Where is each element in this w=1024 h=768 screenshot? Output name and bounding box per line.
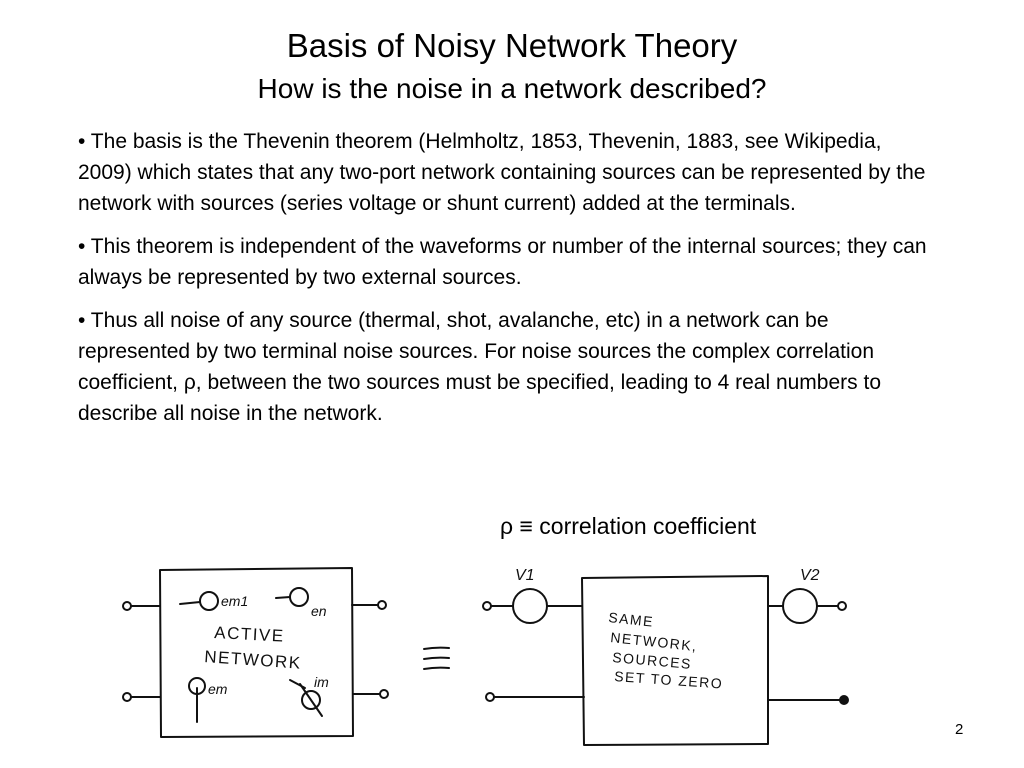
left-terminal-top-out bbox=[378, 601, 386, 609]
right-terminal-top-in bbox=[483, 602, 491, 610]
left-terminal-bottom-in bbox=[123, 693, 131, 701]
bullet-thevenin: • The basis is the Thevenin theorem (Helmholtz, 1853, Thevenin, 1883, see Wikipedia, 2009) which states that any two-port network containing sources can be represented by the network with sources (series voltage or shunt current) added at the terminals. bbox=[78, 130, 926, 215]
bullet-list bbox=[78, 126, 938, 441]
rho-definition: ρ ≡ correlation coefficient bbox=[500, 513, 757, 539]
internal-source-em1 bbox=[200, 592, 218, 610]
bullet-noise-sources: • Thus all noise of any source (thermal, shot, avalanche, etc) in a network can be represented by two terminal noise sources. For noise sources the complex correlation coefficient, ρ, between the two sources must be specified, leading to 4 real numbers to describe all noise in the network. bbox=[78, 309, 882, 425]
label-em: em bbox=[208, 681, 228, 697]
label-em1: em1 bbox=[221, 593, 249, 609]
equivalence-line-2 bbox=[424, 658, 449, 659]
right-terminal-bottom-in bbox=[486, 693, 494, 701]
slide-number: 2 bbox=[955, 721, 964, 738]
right-terminal-top-out bbox=[838, 602, 846, 610]
left-terminal-top-in bbox=[123, 602, 131, 610]
internal-source-en bbox=[290, 588, 308, 606]
equivalent-network-line4: SET TO ZERO bbox=[613, 668, 724, 692]
active-network-line2: NETWORK bbox=[203, 647, 303, 673]
left-terminal-bottom-out bbox=[380, 690, 388, 698]
equivalent-network-line3: SOURCES bbox=[611, 649, 693, 672]
slide-subtitle: How is the noise in a network described? bbox=[257, 73, 767, 104]
equivalence-line-3 bbox=[424, 668, 449, 669]
label-v2: V2 bbox=[800, 567, 820, 584]
equivalent-network-line2: NETWORK, bbox=[609, 629, 699, 655]
network-diagram bbox=[0, 540, 1024, 768]
slide-title: Basis of Noisy Network Theory bbox=[286, 27, 738, 64]
source-v2 bbox=[783, 589, 817, 623]
bullet-waveforms: • This theorem is independent of the waveforms or number of the internal sources; they can always be represented by two external sources. bbox=[78, 235, 927, 289]
label-en: en bbox=[311, 603, 327, 619]
right-terminal-bottom-out bbox=[840, 696, 848, 704]
active-network-line1: ACTIVE bbox=[213, 623, 286, 646]
label-im: im bbox=[314, 674, 329, 690]
label-v1: V1 bbox=[515, 567, 535, 584]
source-v1 bbox=[513, 589, 547, 623]
equivalent-network-line1: SAME bbox=[607, 609, 655, 630]
equivalence-line-1 bbox=[424, 648, 449, 649]
